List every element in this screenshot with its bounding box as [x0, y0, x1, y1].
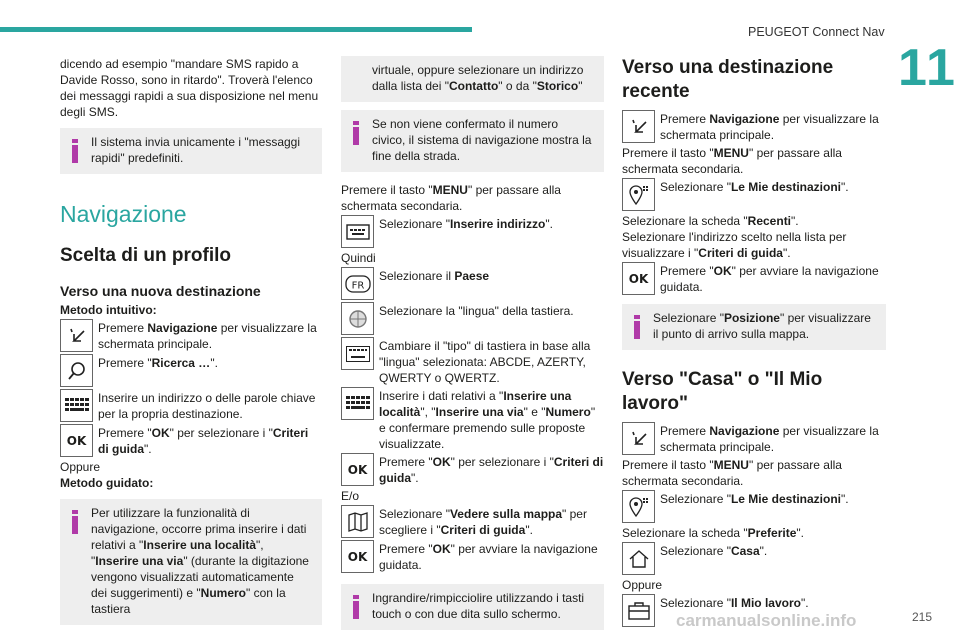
menu-text: Premere il tasto "MENU" per passare alla schermata secondaria. [622, 458, 842, 488]
step-ok: OK Premere "OK" per selezionare i "Criteri di guida". [341, 453, 604, 487]
column-1 [60, 56, 322, 633]
section-home-work: Verso "Casa" o "Il Mio lavoro" [622, 369, 823, 414]
list-text: Selezionare l'indirizzo scelto nella lista per visualizzare i "Criteri di guida". [622, 230, 847, 260]
tab-text: Selezionare la scheda "Recenti". [622, 214, 799, 228]
keyboard-icon [60, 389, 93, 422]
step-language: Selezionare la "lingua" della tastiera. [341, 302, 604, 336]
or-label: Oppure [622, 578, 663, 592]
info-icon [634, 315, 640, 339]
destination-pin-icon [622, 490, 655, 523]
step-work: Selezionare "Il Mio lavoro". [622, 594, 886, 628]
info-note: Per utilizzare la funzionalità di navigazione, occorre prima inserire i dati relativi a "Inserire una località", "Inserire una via" (durante la digitazione vengono visualizzati automaticamente dei suggerimenti) e "Numero" con la tastiera [60, 499, 322, 625]
info-icon [72, 139, 78, 163]
and-or-label: E/o [341, 489, 360, 503]
header-title: PEUGEOT Connect Nav [748, 25, 885, 39]
map-icon [341, 505, 374, 538]
ok-icon: OK [341, 540, 374, 573]
step-navigation: Premere Navigazione per visualizzare la schermata principale. [60, 319, 322, 353]
destination-pin-icon [622, 178, 655, 211]
search-icon [60, 354, 93, 387]
info-note [60, 128, 322, 174]
info-icon [72, 510, 78, 534]
info-icon [353, 121, 359, 145]
method-guided-label: Metodo guidato: [60, 476, 154, 490]
intro-text: dicendo ad esempio "mandare SMS rapido a Davide Rosso, sono in ritardo". Troverà l'elenco dei messaggi rapidi a sua disposizione nel menu degli SMS. [60, 57, 319, 119]
ok-icon: OK [60, 424, 93, 457]
subsection-title: Scelta di un profilo [60, 245, 232, 266]
keyboard-icon [341, 337, 374, 370]
home-icon [622, 542, 655, 575]
column-2 [341, 56, 604, 638]
or-label: Oppure [60, 460, 101, 474]
step-home: Selezionare "Casa". [622, 542, 886, 576]
step-country: FR Selezionare il Paese [341, 267, 604, 301]
step-ok: OK Premere "OK" per avviare la navigazione guidata. [622, 262, 886, 296]
language-globe-icon [341, 302, 374, 335]
step-enter-address: Selezionare "Inserire indirizzo". [341, 215, 604, 249]
info-icon [353, 595, 359, 619]
keyboard-icon [341, 387, 374, 420]
step-ok: OK Premere "OK" per selezionare i "Criteri di guida". [60, 424, 322, 458]
step-my-destinations: Selezionare "Le Mie destinazioni". [622, 178, 886, 212]
section-recent-destination: Verso una destinazione recente [622, 57, 834, 102]
navigation-icon [622, 110, 655, 143]
svg-text:FR: FR [351, 280, 364, 291]
info-note: Selezionare "Posizione" per visualizzare il punto di arrivo sulla mappa. [622, 304, 886, 350]
briefcase-icon [622, 594, 655, 627]
info-note: Ingrandire/rimpicciolire utilizzando i tasti touch o con due dita sullo schermo. [341, 584, 604, 630]
chapter-number: 11 [898, 39, 957, 97]
step-navigation: Premere Navigazione per visualizzare la schermata principale. [622, 110, 886, 144]
method-intuitive-label: Metodo intuitivo: [60, 303, 157, 317]
header-accent-bar [0, 27, 472, 32]
step-my-destinations: Selezionare "Le Mie destinazioni". [622, 490, 886, 524]
navigation-icon [622, 422, 655, 455]
tab-text: Selezionare la scheda "Preferite". [622, 526, 804, 540]
column-3 [622, 56, 886, 629]
then-label: Quindi [341, 251, 376, 265]
menu-text: Premere il tasto "MENU" per passare alla schermata secondaria. [622, 146, 842, 176]
step-search: Premere "Ricerca …". [60, 354, 322, 388]
step-keyboard: Inserire un indirizzo o delle parole chiave per la propria destinazione. [60, 389, 322, 423]
info-note-continued: virtuale, oppure selezionare un indirizzo dalla lista dei "Contatto" o da "Storico" [341, 56, 604, 102]
info-note: Se non viene confermato il numero civico, il sistema di navigazione mostra la fine della strada. [341, 110, 604, 172]
ok-icon: OK [341, 453, 374, 486]
step-ok: OK Premere "OK" per avviare la navigazione guidata. [341, 540, 604, 574]
step-keyboard-type: Cambiare il "tipo" di tastiera in base alla "lingua" selezionata: ABCDE, AZERTY, QWERTY o QWERTZ. [341, 337, 604, 386]
note-text: Il sistema invia unicamente i "messaggi rapidi" predefiniti. [91, 135, 301, 165]
navigation-icon [60, 319, 93, 352]
address-entry-icon [341, 215, 374, 248]
watermark: carmanualsonline.info [676, 611, 857, 630]
menu-text: Premere il tasto "MENU" per passare alla schermata secondaria. [341, 183, 561, 213]
section-title: Navigazione [60, 201, 187, 227]
page-number: 215 [912, 610, 933, 624]
country-icon [341, 267, 374, 300]
step-enter-data: Inserire i dati relativi a "Inserire una località", "Inserire una via" e "Numero" e confermare premendo sulle proposte visualizzate. [341, 387, 604, 452]
ok-icon: OK [622, 262, 655, 295]
step-navigation: Premere Navigazione per visualizzare la schermata principale. [622, 422, 886, 456]
topic-title: Verso una nuova destinazione [60, 283, 261, 299]
step-view-map: Selezionare "Vedere sulla mappa" per scegliere i "Criteri di guida". [341, 505, 604, 539]
